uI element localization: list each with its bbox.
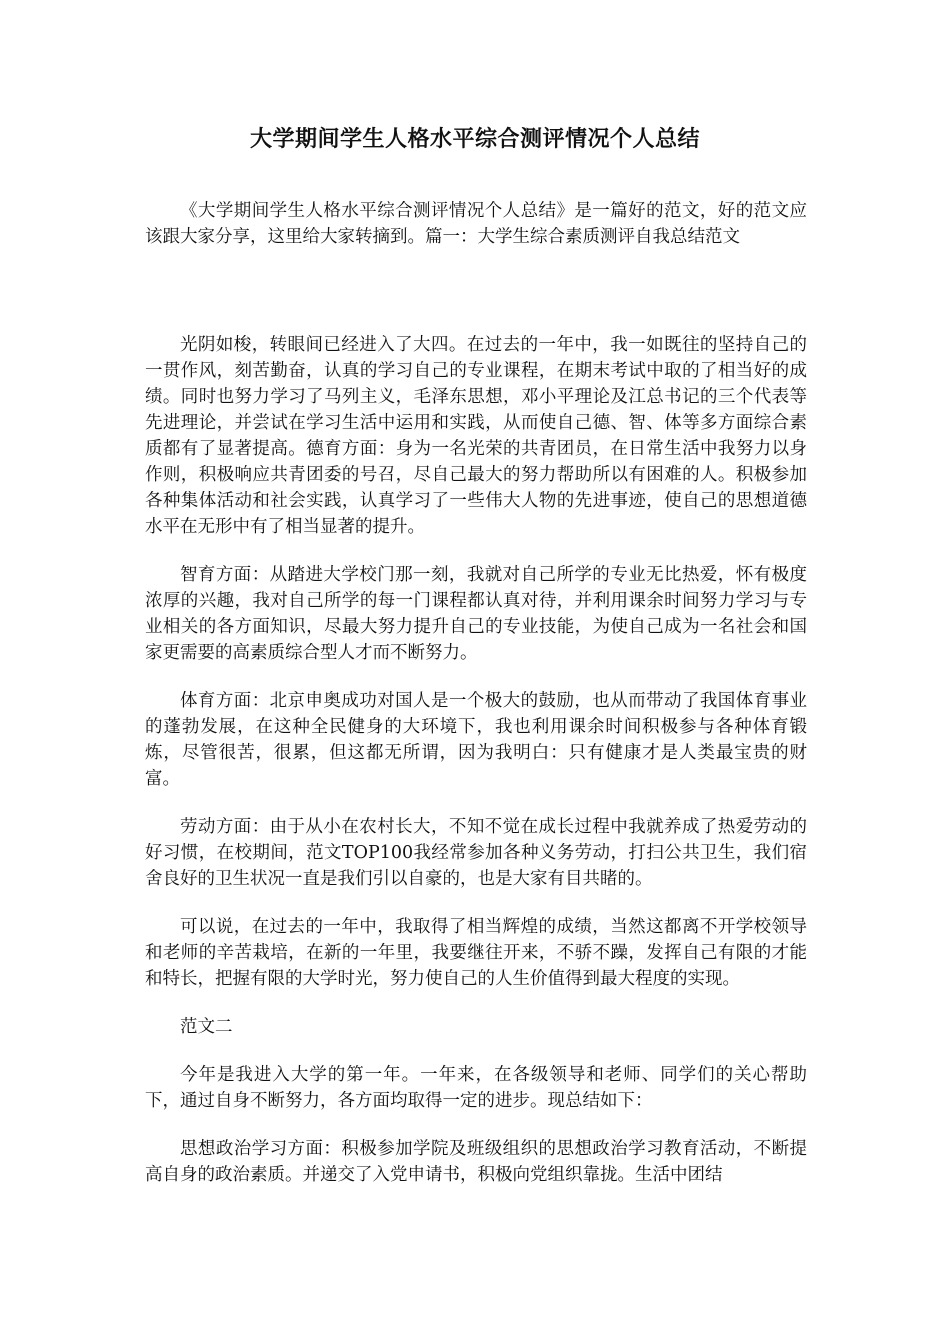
section-heading-sample-two: 范文二 (180, 1017, 233, 1037)
paragraph-political-study: 思想政治学习方面：积极参加学院及班级组织的思想政治学习教育活动，不断提高自身的政治素质。并递交了入党申请书，积极向党组织靠拢。生活中团结 (145, 1139, 807, 1185)
paragraph-intellectual: 智育方面：从踏进大学校门那一刻，我就对自己所学的专业无比热爱，怀有极度浓厚的兴趣，我对自己所学的每一门课程都认真对待，并利用课余时间努力学习与专业相关的各方面知识，尽最大努力提升自己的专业技能，为使自己成为一名社会和国家更需要的高素质综合型人才而不断努力。 (145, 565, 807, 663)
paragraph-labor: 劳动方面：由于从小在农村长大，不知不觉在成长过程中我就养成了热爱劳动的好习惯，在校期间，范文TOP100我经常参加各种义务劳动，打扫公共卫生，我们宿舍良好的卫生状况一直是我们引以自豪的，也是大家有目共睹的。 (145, 817, 807, 889)
paragraph-intro: 《大学期间学生人格水平综合测评情况个人总结》是一篇好的范文，好的范文应该跟大家分享，这里给大家转摘到。篇一：大学生综合素质测评自我总结范文 (145, 201, 807, 247)
document-title: 大学期间学生人格水平综合测评情况个人总结 (249, 126, 700, 152)
paragraph-sports: 体育方面：北京申奥成功对国人是一个极大的鼓励，也从而带动了我国体育事业的蓬勃发展，在这种全民健身的大环境下，我也利用课余时间积极参与各种体育锻炼，尽管很苦，很累，但这都无所谓，因为我明白：只有健康才是人类最宝贵的财富。 (145, 691, 807, 789)
paragraph-moral: 光阴如梭，转眼间已经进入了大四。在过去的一年中，我一如既往的坚持自己的一贯作风，刻苦勤奋，认真的学习自己的专业课程，在期末考试中取的了相当好的成绩。同时也努力学习了马列主义，毛泽东思想，邓小平理论及江总书记的三个代表等先进理论，并尝试在学习生活中运用和实践，从而使自己德、智、体等多方面综合素质都有了显著提高。德育方面：身为一名光荣的共青团员，在日常生活中我努力以身作则，积极响应共青团委的号召，尽自己最大的努力帮助所以有困难的人。积极参加各种集体活动和社会实践，认真学习了一些伟大人物的先进事迹，使自己的思想道德水平在无形中有了相当显著的提升。 (145, 335, 807, 537)
paragraph-conclusion: 可以说，在过去的一年中，我取得了相当辉煌的成绩，当然这都离不开学校领导和老师的辛苦栽培，在新的一年里，我要继往开来，不骄不躁，发挥自己有限的才能和特长，把握有限的大学时光，努力使自己的人生价值得到最大程度的实现。 (145, 917, 807, 989)
document-body (145, 198, 807, 1210)
paragraph-first-year: 今年是我进入大学的第一年。一年来，在各级领导和老师、同学们的关心帮助下，通过自身不断努力，各方面均取得一定的进步。现总结如下： (145, 1065, 807, 1111)
